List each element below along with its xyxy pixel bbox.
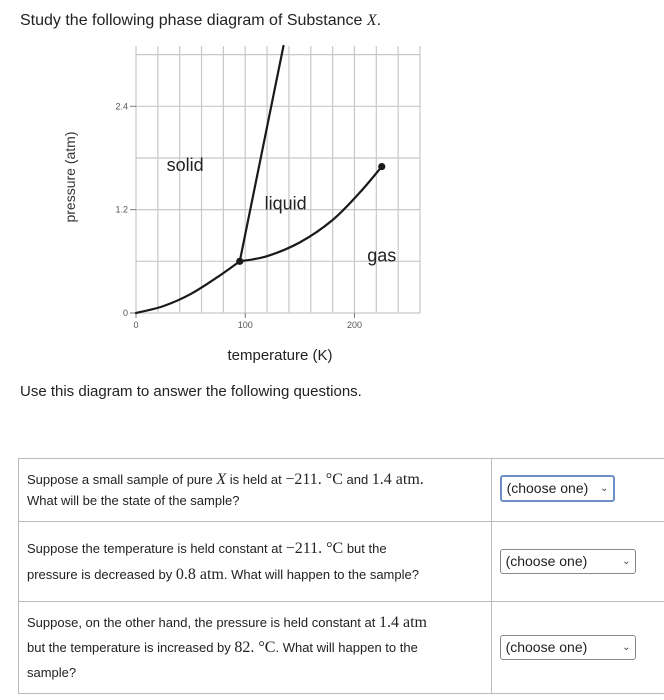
chart-curves bbox=[136, 46, 385, 313]
question-row-2 bbox=[19, 522, 664, 602]
chevron-down-icon: ⌄ bbox=[622, 642, 631, 653]
question-row-1 bbox=[19, 459, 664, 522]
series-fusion-curve bbox=[240, 46, 284, 261]
chart-ticks bbox=[115, 101, 361, 330]
critical-point bbox=[378, 163, 385, 170]
region-label-liquid: liquid bbox=[264, 193, 307, 214]
instruction-text: Use this diagram to answer the following questions. bbox=[20, 383, 362, 400]
answer-select-2[interactable]: (choose one) ⌄ bbox=[500, 549, 636, 574]
y-tick-label: 1.2 bbox=[115, 204, 128, 215]
chart-grid bbox=[136, 46, 420, 313]
y-tick-label: 2.4 bbox=[115, 101, 128, 112]
title-variable: X bbox=[366, 12, 377, 29]
triple-point bbox=[236, 258, 243, 265]
x-tick-label: 100 bbox=[237, 320, 253, 330]
answer-select-3[interactable]: (choose one) ⌄ bbox=[500, 635, 636, 660]
questions-table bbox=[18, 458, 664, 694]
answer-cell-3 bbox=[491, 602, 664, 694]
question-text-1: Suppose a small sample of pure X is held at −211. °C and 1.4 atm. What will be the state of the sample? bbox=[19, 459, 492, 522]
answer-cell-1 bbox=[491, 459, 664, 522]
chevron-down-icon: ⌄ bbox=[622, 556, 631, 567]
question-row-3 bbox=[19, 602, 664, 694]
series-sublimation-curve bbox=[136, 261, 240, 313]
region-label-solid: solid bbox=[166, 154, 204, 175]
x-axis-label: temperature (K) bbox=[227, 347, 333, 364]
page-title: Study the following phase diagram of Substance X. bbox=[20, 12, 382, 29]
y-tick-label: 0 bbox=[122, 308, 128, 318]
chevron-down-icon: ⌄ bbox=[600, 483, 609, 494]
question-text-3: Suppose, on the other hand, the pressure is held constant at 1.4 atm but the temperature is increased by 82. °C. What will happen to the sample? bbox=[19, 602, 492, 694]
x-tick-label: 200 bbox=[346, 320, 362, 330]
y-axis-label: pressure (atm) bbox=[62, 131, 78, 223]
question-text-2: Suppose the temperature is held constant at −211. °C but the pressure is decreased by 0.8 atm. What will happen to the sample? bbox=[19, 522, 492, 602]
answer-cell-2 bbox=[491, 522, 664, 602]
x-tick-label: 0 bbox=[133, 320, 139, 330]
answer-select-1[interactable]: (choose one) ⌄ bbox=[500, 475, 615, 502]
region-label-gas: gas bbox=[367, 245, 397, 266]
